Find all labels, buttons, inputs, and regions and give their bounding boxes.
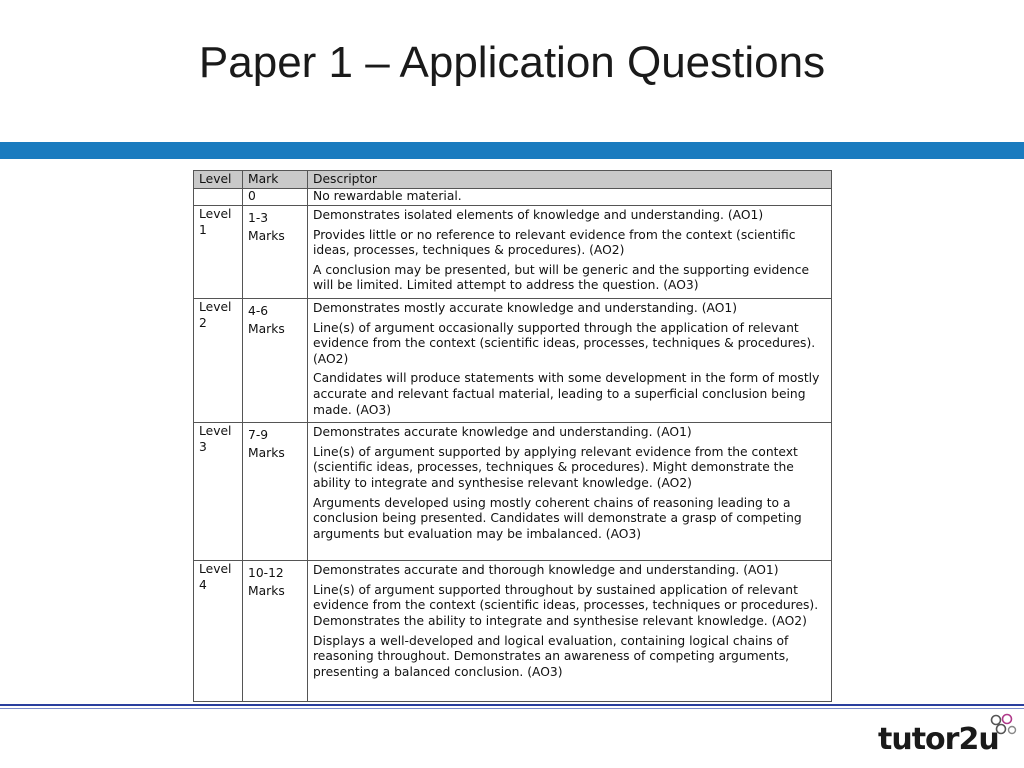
- mark-unit: Marks: [248, 583, 285, 598]
- tutor2u-logo-icon: [988, 712, 1018, 738]
- mark-unit: Marks: [248, 321, 285, 336]
- mark-cell: [243, 561, 308, 702]
- level-label: Level: [199, 562, 232, 577]
- zero-level-cell: [194, 189, 243, 206]
- descriptor-cell: [308, 423, 832, 561]
- level-number: 1: [199, 222, 207, 237]
- level-label: Level: [199, 207, 232, 221]
- footer-rule: [0, 704, 1024, 706]
- table-row: [194, 299, 832, 423]
- zero-mark: 0: [243, 189, 308, 206]
- descriptor-ao3: Candidates will produce statements with some development in the form of mostly accurate and relevant factual material, leading to a superficial conclusion being made. (AO3): [313, 371, 820, 417]
- logo-text: tutor2u: [878, 722, 999, 757]
- header-level: Level: [194, 171, 243, 189]
- level-number: 2: [199, 315, 207, 330]
- mark-cell: [243, 299, 308, 423]
- descriptor-ao1: Demonstrates mostly accurate knowledge and understanding. (AO1): [313, 301, 738, 315]
- level-number: 3: [199, 439, 207, 454]
- descriptor-cell: [308, 206, 832, 299]
- level-cell: [194, 206, 243, 299]
- mark-range: 4-6: [248, 304, 269, 318]
- mark-range: 7-9: [248, 428, 269, 443]
- descriptor-ao3: Displays a well-developed and logical evaluation, containing logical chains of reasoning throughout. Demonstrates an awareness of competing arguments, presenting a balanced conclusion. (AO3): [313, 633, 790, 679]
- tutor2u-logo: [878, 712, 1018, 762]
- table-header-row: [194, 171, 832, 189]
- footer-rule-thin: [0, 708, 1024, 709]
- mark-range: 1-3: [248, 211, 269, 225]
- descriptor-ao1: Demonstrates accurate knowledge and understanding. (AO1): [313, 425, 692, 440]
- descriptor-ao3: Arguments developed using mostly coherent chains of reasoning leading to a conclusion being presented. Candidates will demonstrate a grasp of competing arguments but evaluation may be imbalanced. (AO3): [313, 495, 802, 541]
- descriptor-cell: [308, 561, 832, 702]
- mark-unit: Marks: [248, 445, 285, 460]
- descriptor-ao1: Demonstrates isolated elements of knowledge and understanding. (AO1): [313, 208, 764, 222]
- header-descriptor: Descriptor: [308, 171, 832, 189]
- table-row: [194, 423, 832, 561]
- level-cell: [194, 423, 243, 561]
- descriptor-ao2: Line(s) of argument supported by applying relevant evidence from the context (scientific ideas, processes, techniques & procedures). Might demonstrate the ability to integrate and synthesise relevant knowledge. (AO2): [313, 444, 798, 490]
- mark-cell: [243, 206, 308, 299]
- header-band: [0, 142, 1024, 159]
- zero-descriptor: No rewardable material.: [308, 189, 832, 206]
- level-number: 4: [199, 577, 207, 592]
- level-label: Level: [199, 300, 232, 314]
- mark-scheme-table: [193, 170, 832, 702]
- table-row: [194, 561, 832, 702]
- level-cell: [194, 561, 243, 702]
- level-cell: [194, 299, 243, 423]
- descriptor-ao2: Line(s) of argument supported throughout by sustained application of relevant evidence from the context (scientific ideas, processes, techniques or procedures). Demonstrates the ability to integrate and synthesise relevant knowledge. (AO2): [313, 582, 819, 628]
- mark-cell: [243, 423, 308, 561]
- descriptor-ao1: Demonstrates accurate and thorough knowledge and understanding. (AO1): [313, 563, 779, 578]
- table-row-zero: [194, 189, 832, 206]
- level-label: Level: [199, 424, 232, 439]
- descriptor-ao2: Line(s) of argument occasionally supported through the application of relevant evidence from the context (scientific ideas, processes, techniques & procedures). (AO2): [313, 320, 816, 366]
- table-row: [194, 206, 832, 299]
- descriptor-cell: [308, 299, 832, 423]
- slide-title: Paper 1 – Application Questions: [198, 38, 826, 87]
- mark-range: 10-12: [248, 566, 284, 581]
- header-mark: Mark: [243, 171, 308, 189]
- mark-unit: Marks: [248, 228, 285, 243]
- descriptor-ao2: Provides little or no reference to relevant evidence from the context (scientific ideas, processes, techniques & procedures). (AO2): [313, 227, 796, 258]
- descriptor-ao3: A conclusion may be presented, but will be generic and the supporting evidence will be limited. Limited attempt to address the question. (AO3): [313, 262, 810, 293]
